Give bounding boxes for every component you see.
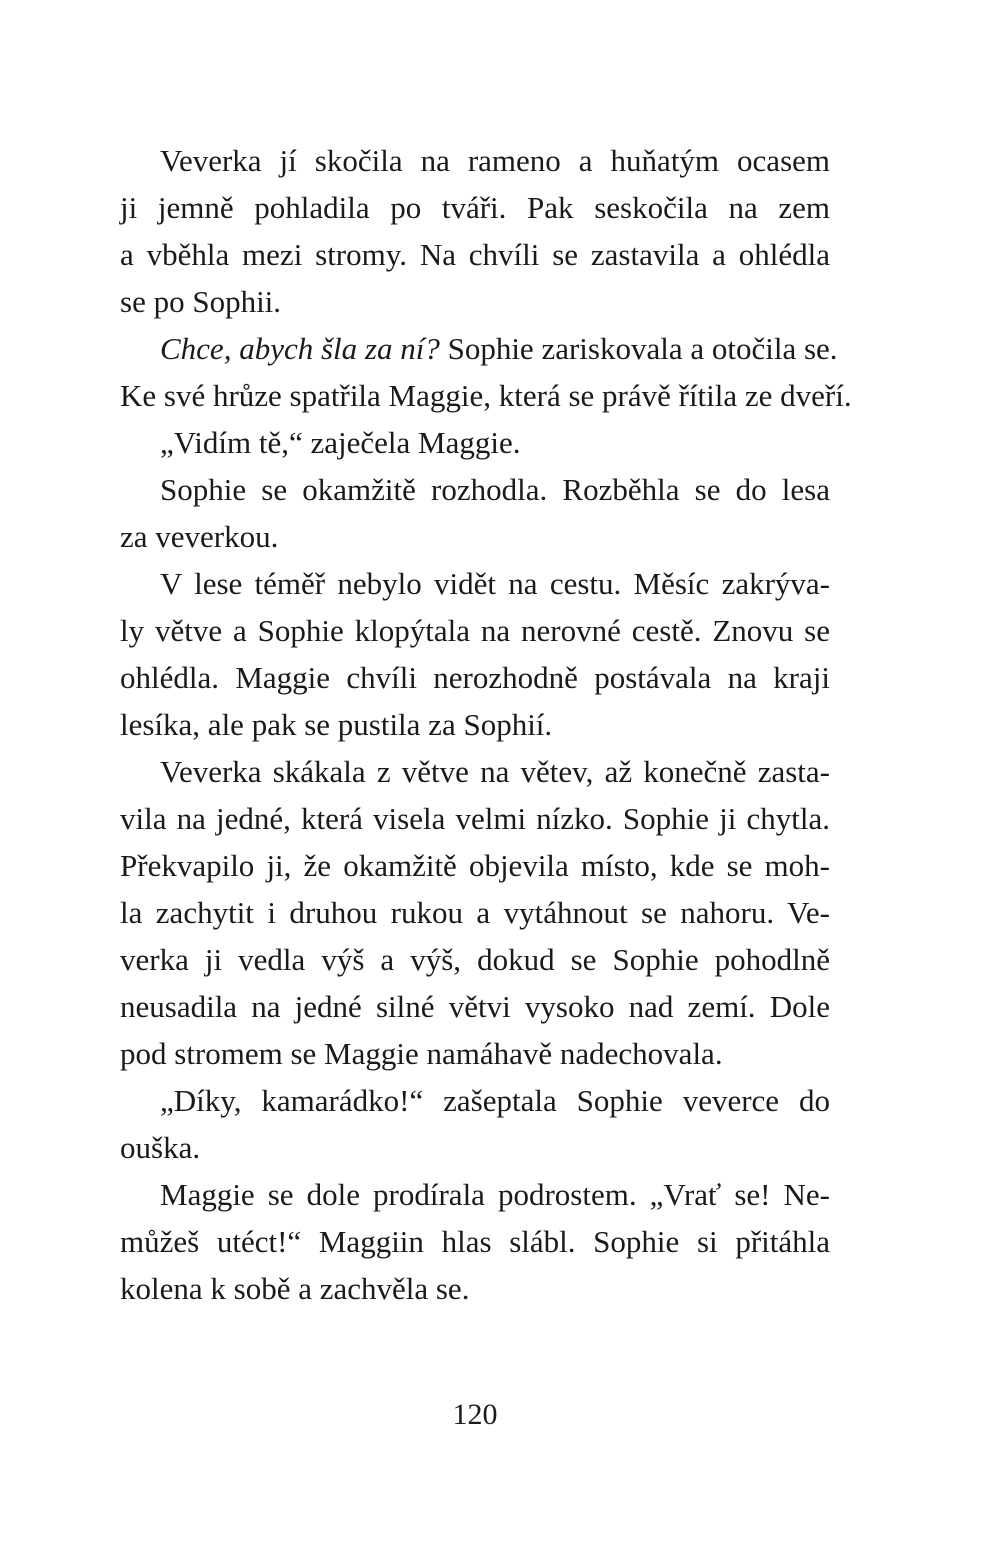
text-line: „Díky, kamarádko!“ zašeptala Sophie veverce do	[160, 1083, 830, 1118]
text-line: kolena k sobě a zachvěla se.	[120, 1271, 470, 1306]
text-line: ouška.	[120, 1130, 201, 1165]
text-line: Překvapilo ji, že okamžitě objevila místo, kde se moh-	[120, 848, 830, 883]
text-line: a vběhla mezi stromy. Na chvíli se zastavila a ohlédla	[120, 237, 830, 272]
text-line: Veverka jí skočila na rameno a huňatým ocasem	[160, 143, 830, 178]
text-line: za veverkou.	[120, 519, 279, 554]
text-line: pod stromem se Maggie namáhavě nadechovala.	[120, 1036, 723, 1071]
text-line: Sophie se okamžitě rozhodla. Rozběhla se do lesa	[160, 472, 830, 507]
text-line: la zachytit i druhou rukou a vytáhnout se nahoru. Ve-	[120, 895, 830, 930]
page-number: 120	[452, 1398, 498, 1431]
text-line: neusadila na jedné silné větvi vysoko nad zemí. Dole	[120, 989, 830, 1024]
text-line: vila na jedné, která visela velmi nízko. Sophie ji chytla.	[120, 801, 830, 836]
text-line: lesíka, ale pak se pustila za Sophií.	[120, 707, 553, 742]
text-line: se po Sophii.	[120, 284, 282, 319]
text-line: ohlédla. Maggie chvíli nerozhodně postávala na kraji	[120, 660, 830, 695]
text-line: Veverka skákala z větve na větev, až konečně zasta-	[160, 754, 830, 789]
italic-thought: Chce, abych šla za ní?	[160, 331, 440, 366]
text-line: „Vidím tě,“ zaječela Maggie.	[160, 425, 521, 460]
text-line: Ke své hrůze spatřila Maggie, která se právě řítila ze dveří.	[120, 378, 852, 413]
text-line: V lese téměř nebylo vidět na cestu. Měsíc zakrýva-	[160, 566, 830, 601]
body-text	[120, 137, 852, 1312]
text-line: verka ji vedla výš a výš, dokud se Sophie pohodlně	[120, 942, 830, 977]
text-line: můžeš utéct!“ Maggiin hlas slábl. Sophie si přitáhla	[120, 1224, 830, 1259]
text-line	[120, 325, 838, 372]
text-line: ly větve a Sophie klopýtala na nerovné cestě. Znovu se	[120, 613, 830, 648]
text-line: ji jemně pohladila po tváři. Pak seskočila na zem	[120, 190, 830, 225]
text-line: Maggie se dole prodírala podrostem. „Vrať se! Ne-	[160, 1177, 830, 1212]
text-run: Sophie zariskovala a otočila se.	[439, 331, 838, 366]
